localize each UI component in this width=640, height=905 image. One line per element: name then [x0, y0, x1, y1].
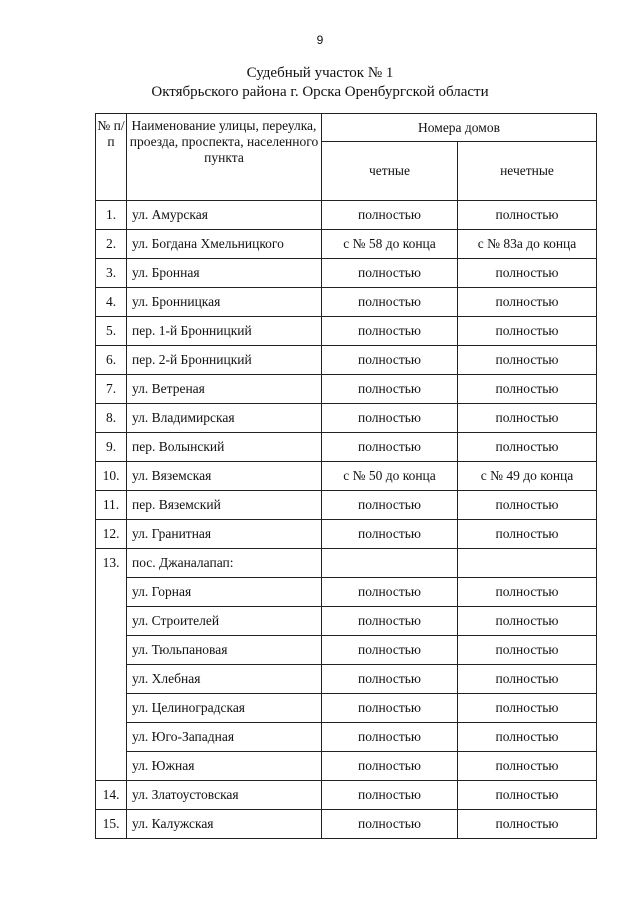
odd-houses: с № 49 до конца	[458, 462, 597, 491]
row-number: 7.	[96, 375, 127, 404]
even-houses: полностью	[322, 810, 458, 839]
even-houses: с № 50 до конца	[322, 462, 458, 491]
row-number: 9.	[96, 433, 127, 462]
street-name: ул. Богдана Хмельницкого	[127, 230, 322, 259]
row-number: 4.	[96, 288, 127, 317]
header-odd: нечетные	[458, 142, 597, 201]
table-row	[96, 549, 597, 578]
street-name: ул. Гранитная	[127, 520, 322, 549]
title-line-2: Октябрьского района г. Орска Оренбургской области	[151, 84, 489, 100]
row-number: 1.	[96, 201, 127, 230]
odd-houses: с № 83а до конца	[458, 230, 597, 259]
street-name: ул. Горная	[127, 578, 322, 607]
even-houses: полностью	[322, 317, 458, 346]
odd-houses: полностью	[458, 491, 597, 520]
odd-houses: полностью	[458, 520, 597, 549]
table-row	[96, 491, 597, 520]
street-name: ул. Целиноградская	[127, 694, 322, 723]
even-houses: с № 58 до конца	[322, 230, 458, 259]
table-row	[96, 433, 597, 462]
header-street-name: Наименование улицы, переулка, проезда, проспекта, населенного пункта	[127, 114, 322, 201]
even-houses: полностью	[322, 288, 458, 317]
row-number: 13.	[96, 549, 127, 781]
street-name: ул. Златоустовская	[127, 781, 322, 810]
row-number: 11.	[96, 491, 127, 520]
table-body	[96, 201, 597, 839]
odd-houses-empty	[458, 549, 597, 578]
street-name: пер. 1-й Бронницкий	[127, 317, 322, 346]
table-row	[96, 781, 597, 810]
table-row	[96, 230, 597, 259]
street-name: ул. Бронницкая	[127, 288, 322, 317]
odd-houses: полностью	[458, 665, 597, 694]
even-houses: полностью	[322, 752, 458, 781]
street-name: ул. Юго-Западная	[127, 723, 322, 752]
odd-houses: полностью	[458, 259, 597, 288]
odd-houses: полностью	[458, 317, 597, 346]
row-number: 3.	[96, 259, 127, 288]
table-row	[96, 607, 597, 636]
even-houses: полностью	[322, 491, 458, 520]
row-number: 15.	[96, 810, 127, 839]
table-row	[96, 259, 597, 288]
even-houses: полностью	[322, 375, 458, 404]
even-houses: полностью	[322, 694, 458, 723]
header-house-numbers: Номера домов	[322, 114, 597, 142]
table-row	[96, 694, 597, 723]
even-houses: полностью	[322, 636, 458, 665]
street-name: ул. Амурская	[127, 201, 322, 230]
header-even: четные	[322, 142, 458, 201]
odd-houses: полностью	[458, 433, 597, 462]
odd-houses: полностью	[458, 346, 597, 375]
even-houses-empty	[322, 549, 458, 578]
odd-houses: полностью	[458, 404, 597, 433]
odd-houses: полностью	[458, 636, 597, 665]
row-number: 8.	[96, 404, 127, 433]
even-houses: полностью	[322, 404, 458, 433]
even-houses: полностью	[322, 607, 458, 636]
odd-houses: полностью	[458, 781, 597, 810]
even-houses: полностью	[322, 578, 458, 607]
table-row	[96, 288, 597, 317]
table-row	[96, 346, 597, 375]
row-number: 10.	[96, 462, 127, 491]
odd-houses: полностью	[458, 201, 597, 230]
table-row	[96, 404, 597, 433]
row-number: 6.	[96, 346, 127, 375]
table-row	[96, 723, 597, 752]
street-name: ул. Ветреная	[127, 375, 322, 404]
header-number: № п/п	[96, 114, 127, 201]
even-houses: полностью	[322, 201, 458, 230]
street-name: ул. Калужская	[127, 810, 322, 839]
row-number: 5.	[96, 317, 127, 346]
even-houses: полностью	[322, 433, 458, 462]
table-row	[96, 752, 597, 781]
table-row	[96, 201, 597, 230]
table-row	[96, 578, 597, 607]
page-title	[0, 64, 640, 102]
street-name: ул. Хлебная	[127, 665, 322, 694]
even-houses: полностью	[322, 665, 458, 694]
table-row	[96, 810, 597, 839]
table-row	[96, 636, 597, 665]
odd-houses: полностью	[458, 288, 597, 317]
even-houses: полностью	[322, 520, 458, 549]
page-number: 9	[316, 33, 324, 47]
even-houses: полностью	[322, 259, 458, 288]
street-name: ул. Владимирская	[127, 404, 322, 433]
street-name: ул. Строителей	[127, 607, 322, 636]
table-row	[96, 665, 597, 694]
table-row	[96, 375, 597, 404]
odd-houses: полностью	[458, 752, 597, 781]
street-name: ул. Тюльпановая	[127, 636, 322, 665]
table-row	[96, 317, 597, 346]
odd-houses: полностью	[458, 607, 597, 636]
settlement-name: пос. Джаналапап:	[127, 549, 322, 578]
row-number: 12.	[96, 520, 127, 549]
row-number: 2.	[96, 230, 127, 259]
table-row	[96, 462, 597, 491]
even-houses: полностью	[322, 781, 458, 810]
street-name: пер. Вяземский	[127, 491, 322, 520]
even-houses: полностью	[322, 723, 458, 752]
odd-houses: полностью	[458, 723, 597, 752]
streets-table	[95, 113, 597, 839]
street-name: пер. Волынский	[127, 433, 322, 462]
street-name: ул. Вяземская	[127, 462, 322, 491]
street-name: пер. 2-й Бронницкий	[127, 346, 322, 375]
odd-houses: полностью	[458, 578, 597, 607]
even-houses: полностью	[322, 346, 458, 375]
odd-houses: полностью	[458, 694, 597, 723]
street-name: ул. Южная	[127, 752, 322, 781]
odd-houses: полностью	[458, 375, 597, 404]
table-row	[96, 520, 597, 549]
row-number: 14.	[96, 781, 127, 810]
title-line-1: Судебный участок № 1	[246, 65, 394, 81]
street-name: ул. Бронная	[127, 259, 322, 288]
odd-houses: полностью	[458, 810, 597, 839]
